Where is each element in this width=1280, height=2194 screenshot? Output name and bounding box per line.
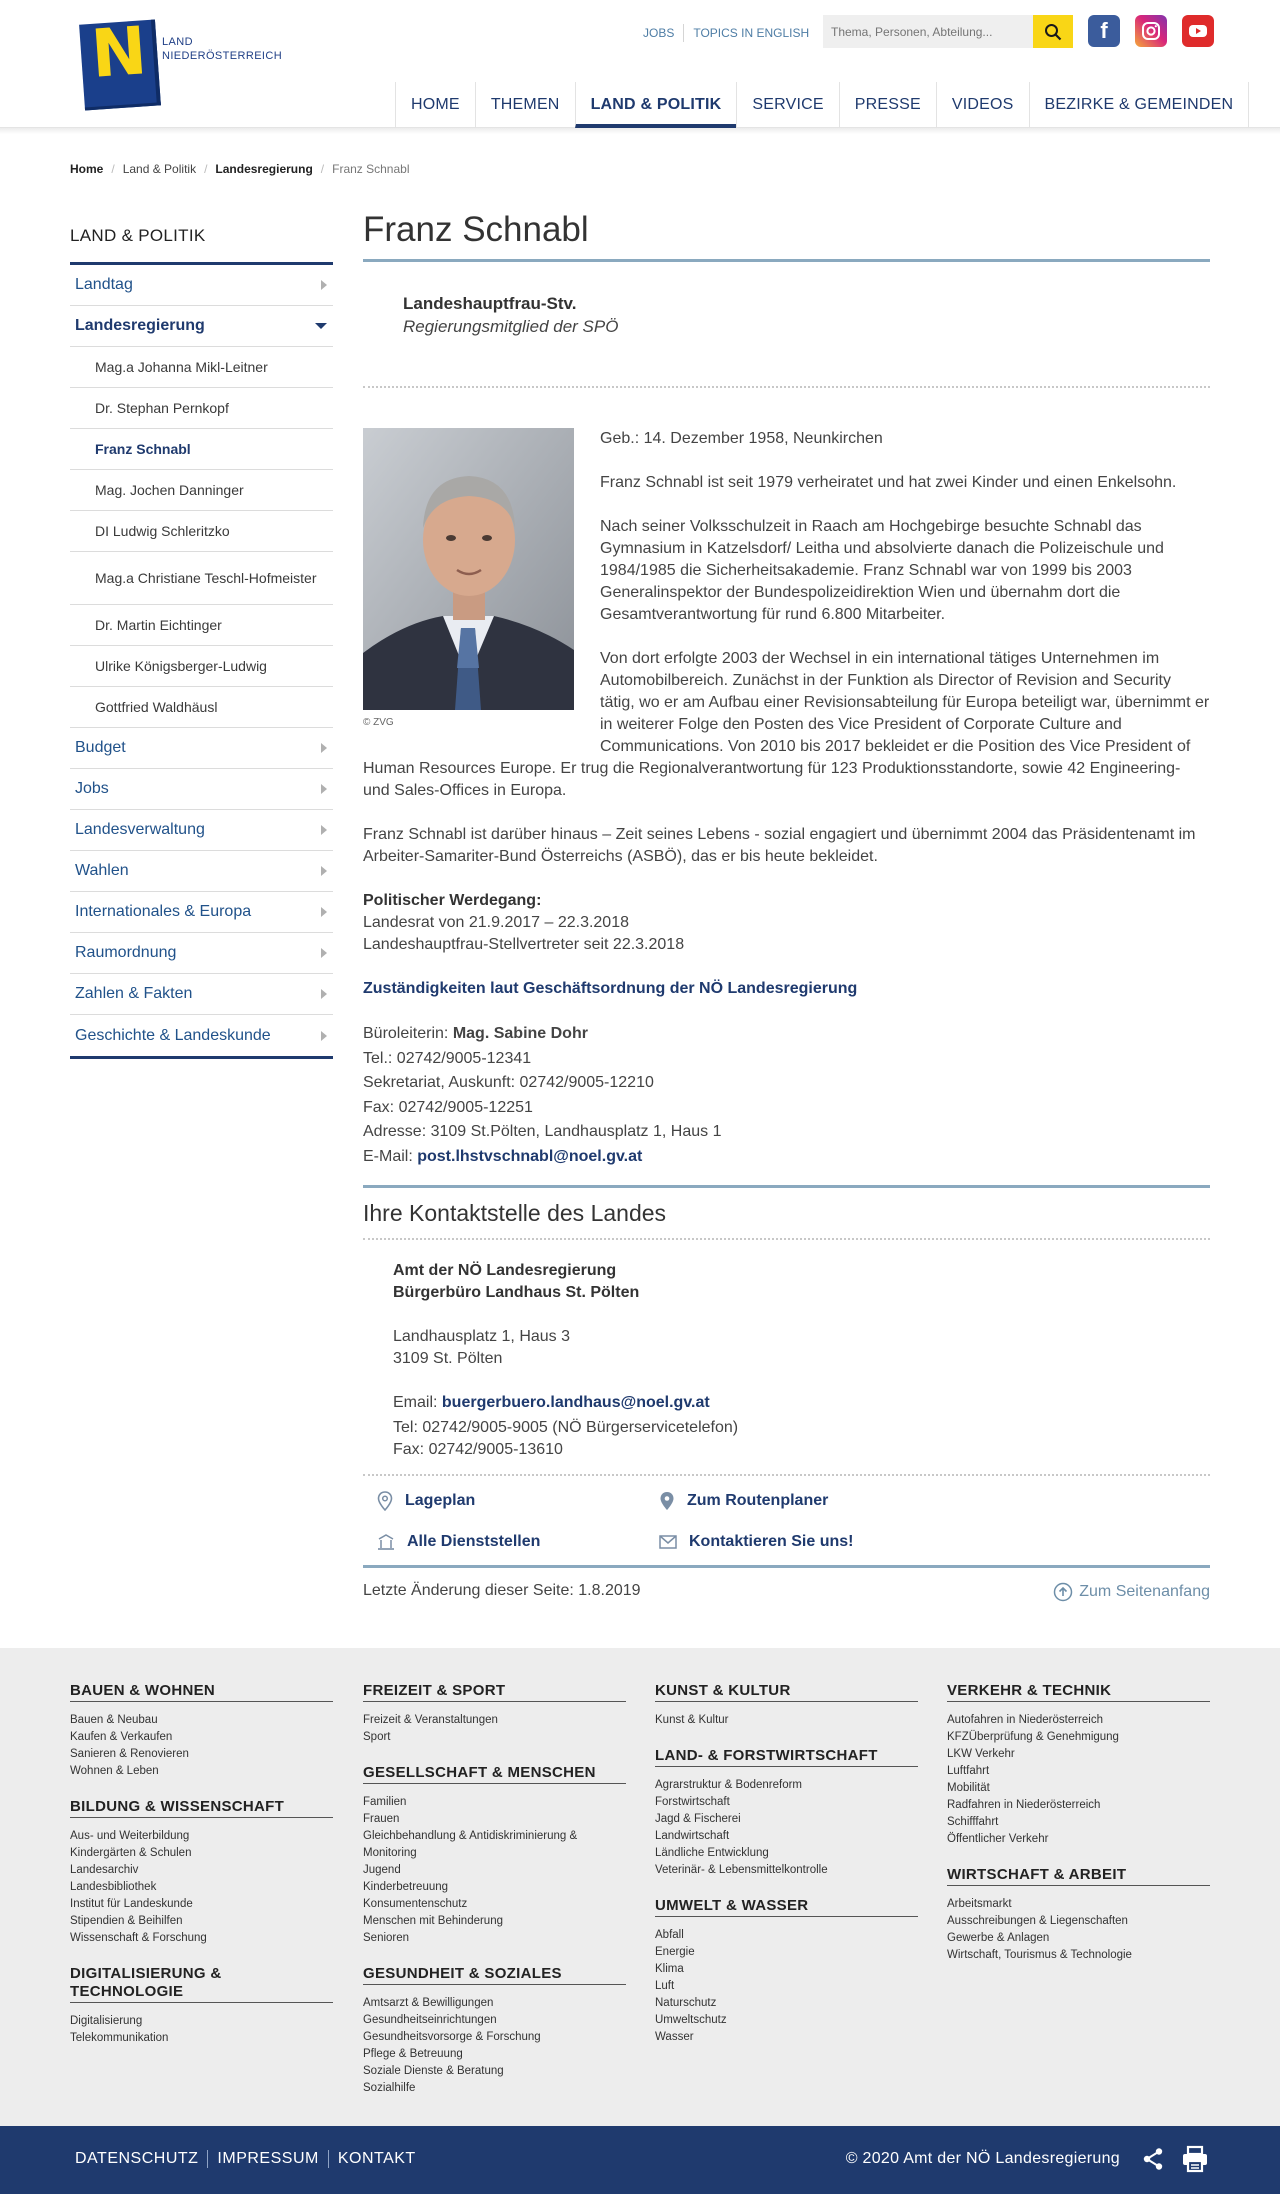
sidebar-item-wahlen[interactable] [70,851,333,892]
chevron-right-icon [321,1031,327,1041]
page-title: Franz Schnabl [363,210,1210,262]
copyright: © 2020 Amt der NÖ Landesregierung [845,2150,1120,2167]
top-links [634,24,818,42]
breadcrumb-separator: / [320,162,325,176]
sidebar-subitem[interactable]: Dr. Martin Eichtinger [70,605,333,646]
bottom-bar [0,2126,1280,2194]
party-role: Regierungsmitglied der SPÖ [403,317,619,336]
youtube-icon[interactable] [1182,15,1214,47]
footer-link[interactable]: LKW Verkehr [947,1748,1015,1760]
sidebar-item-landtag[interactable] [70,265,333,306]
footer-link[interactable]: Jagd & Fischerei [655,1813,741,1825]
location-pin-icon [377,1491,393,1511]
footer-group [363,1764,626,1947]
footer-link[interactable]: Kindergärten & Schulen [70,1847,192,1859]
footer-link[interactable]: Autofahren in Niederösterreich [947,1714,1103,1726]
nav-service[interactable]: SERVICE [736,82,838,128]
footer-column [363,1682,626,2115]
sidebar-item-label: Geschichte & Landeskunde [75,1026,271,1044]
sidebar-item-internationales[interactable] [70,892,333,933]
routenplaner-link[interactable] [659,1491,828,1511]
dienststellen-label: Alle Dienststellen [407,1533,541,1550]
footer-link[interactable]: Energie [655,1946,695,1958]
contact-point-heading: Ihre Kontaktstelle des Landes [363,1188,1210,1240]
portrait [363,428,574,734]
logo-wordmark [162,35,282,63]
sidebar-subitem[interactable]: Ulrike Königsberger-Ludwig [70,646,333,687]
footer-link[interactable]: Klima [655,1963,684,1975]
footer-link[interactable]: Wasser [655,2031,694,2043]
contact-point-details [363,1240,1210,1476]
footer-link[interactable]: Naturschutz [655,1997,717,2009]
footer-link[interactable]: Luftfahrt [947,1765,990,1777]
search-icon [1044,23,1062,41]
sidebar-item-jobs[interactable] [70,769,333,810]
office-head-label: Büroleiterin: [363,1025,453,1042]
sidebar-item-label: Raumordnung [75,944,177,961]
search-input[interactable] [823,15,1023,48]
site-footer [0,1648,1280,2126]
footer-link[interactable]: Konsumentenschutz [363,1898,468,1910]
last-change: Letzte Änderung dieser Seite: 1.8.2019 [363,1582,641,1599]
footer-heading: VERKEHR & TECHNIK [947,1682,1210,1702]
contact-email-label: Email: [393,1394,442,1411]
chevron-right-icon [321,907,327,917]
contact-email-link[interactable]: buergerbuero.landhaus@noel.gv.at [441,1394,710,1411]
sidebar-item-label: Landesregierung [75,317,205,334]
breadcrumb-current: Franz Schnabl [332,162,410,176]
map-marker-icon [659,1491,675,1511]
portrait-illustration [363,428,574,710]
portrait-photo [363,428,574,710]
footer-group [70,1798,333,1947]
footer-heading: GESELLSCHAFT & MENSCHEN [363,1764,626,1784]
career-heading: Politischer Werdegang: [363,892,542,909]
footer-heading: UMWELT & WASSER [655,1897,918,1917]
footer-column [70,1682,333,2065]
nav-bezirke-und-gemeinden[interactable]: BEZIRKE & GEMEINDEN [1029,82,1250,128]
footer-link[interactable]: Radfahren in Niederösterreich [947,1799,1101,1811]
footer-group [655,1682,918,1729]
footer-link[interactable]: Luft [655,1980,675,1992]
site-header [0,0,1280,128]
footer-link[interactable]: Umweltschutz [655,2014,727,2026]
logo-line-2: NIEDERÖSTERREICH [162,50,283,62]
office-head-name: Mag. Sabine Dohr [452,1025,588,1042]
contact-org-sub: Bürgerbüro Landhaus St. Pölten [393,1284,640,1301]
bio-birth: Geb.: 14. Dezember 1958, Neunkirchen [600,430,883,447]
bio-paragraph: Nach seiner Volksschulzeit in Raach am Hochgebirge besuchte Schnabl das Gymnasium in Katzelsdorf/ Leitha und absolvierte danach die Polizeischule und 1984/1985 die Sicherheitsakademie. Franz Schnabl war von 1999 bis 2003 Generalinspektor der Bundespolizeidirektion Wien und übernahm dort die Gesamtverantwortung für rund 6.800 Mitarbeiter. [600,518,1164,623]
sidebar-item-label: Budget [75,739,126,756]
sidebar-subitem[interactable]: Dr. Stephan Pernkopf [70,388,333,429]
role-title: Landeshauptfrau-Stv. [403,294,577,313]
nav-themen[interactable]: THEMEN [475,82,575,128]
sidebar-subitem[interactable]: DI Ludwig Schleritzko [70,511,333,552]
footer-link[interactable]: Frauen [363,1813,400,1825]
footer-link[interactable]: Aus- und Weiterbildung [70,1830,190,1842]
footer-link[interactable]: KFZÜberprüfung & Genehmigung [947,1731,1119,1743]
footer-link[interactable]: Telekommunikation [70,2032,169,2044]
footer-link[interactable]: Landwirtschaft [655,1830,730,1842]
impressum-link[interactable]: IMPRESSUM [217,2150,319,2167]
breadcrumb-home[interactable]: Home [70,162,104,176]
footer-heading: KUNST & KULTUR [655,1682,918,1702]
sidebar-subitem-current[interactable]: Franz Schnabl [70,429,333,470]
contact-point-links [363,1476,1210,1568]
sidebar-item-label: Zahlen & Fakten [75,985,193,1002]
kontakt-label: Kontaktieren Sie uns! [689,1533,854,1550]
chevron-down-icon [315,323,327,329]
footer-link[interactable]: Sport [363,1731,391,1743]
contact-fax: Fax: 02742/9005-13610 [393,1441,563,1458]
footer-link[interactable]: Institut für Landeskunde [70,1898,193,1910]
footer-heading: GESUNDHEIT & SOZIALES [363,1965,626,1985]
bio-paragraph: Von dort erfolgte 2003 der Wechsel in ein international tätiges Unternehmen im Automobilbereich. Zunächst in der Funktion als Director of Revision and Security tätig, wo er am Aufbau einer Revisionsabteilung für Europa beteiligt war, übernimmt er in weiterer Folge den Posten des Vice President of Corporate Culture and Communications. Von 2010 bis 2017 bekleidet er die Position des Vice President of Human Resources Europe. Er trug die Regionalverantwortung für 123 Produktionsstandorte, sowie 42 Engineering- und Sales-Offices in Europa. [363,650,1210,799]
share-icon[interactable] [1142,2147,1164,2171]
office-secretariat: Sekretariat, Auskunft: 02742/9005-12210 [363,1074,654,1091]
chevron-right-icon [321,825,327,835]
footer-link[interactable]: Sozialhilfe [363,2082,416,2094]
footer-link[interactable]: Wissenschaft & Forschung [70,1932,207,1944]
envelope-icon [659,1535,677,1549]
chevron-right-icon [321,866,327,876]
footer-link[interactable]: Öffentlicher Verkehr [947,1833,1049,1845]
footer-group [363,1682,626,1746]
back-to-top-link[interactable] [1053,1582,1210,1602]
sidebar-item-label: Landesverwaltung [75,821,205,838]
sidebar-item-landesregierung[interactable] [70,306,333,347]
footer-link[interactable]: Bauen & Neubau [70,1714,158,1726]
chevron-right-icon [321,784,327,794]
sidebar-item-label: Wahlen [75,862,129,879]
footer-link[interactable]: Ausschreibungen & Liegenschaften [947,1915,1128,1927]
sidebar-item-label: Internationales & Europa [75,903,252,920]
sidebar-item-geschichte[interactable] [70,1015,333,1056]
footer-group [655,1747,918,1879]
arrow-up-circle-icon [1053,1582,1073,1602]
search-box [823,15,1033,48]
page-footer-row [363,1568,1210,1606]
footer-link[interactable]: Veterinär- & Lebensmittelkontrolle [655,1864,828,1876]
logo-letter: N [88,12,150,93]
footer-link[interactable]: Gleichbehandlung & Antidiskriminierung & Monitoring [363,1830,578,1859]
footer-link[interactable]: Landesbibliothek [70,1881,157,1893]
footer-heading: DIGITALISIERUNG & TECHNOLOGIE [70,1965,333,2003]
footer-link[interactable]: Kunst & Kultur [655,1714,729,1726]
footer-link[interactable]: Wirtschaft, Tourismus & Technologie [947,1949,1132,1961]
footer-heading: FREIZEIT & SPORT [363,1682,626,1702]
footer-link[interactable]: Mobilität [947,1782,990,1794]
footer-link[interactable]: Amtsarzt & Bewilligungen [363,1997,494,2009]
footer-group [70,1965,333,2047]
dienststellen-link[interactable] [377,1533,540,1551]
legal-links [75,2150,425,2168]
chevron-right-icon [321,743,327,753]
career-item: Landesrat von 21.9.2017 – 22.3.2018 [363,914,629,931]
footer-link[interactable]: Gesundheitseinrichtungen [363,2014,497,2026]
footer-link[interactable]: Kaufen & Verkaufen [70,1731,173,1743]
career-item: Landeshauptfrau-Stellvertreter seit 22.3.2018 [363,936,685,953]
footer-column [655,1682,918,2064]
footer-link[interactable]: Ländliche Entwicklung [655,1847,769,1859]
building-icon [377,1533,395,1551]
print-icon[interactable] [1181,2145,1209,2173]
datenschutz-link[interactable]: DATENSCHUTZ [75,2150,199,2167]
footer-link[interactable]: Schifffahrt [947,1816,999,1828]
sidebar-subitem[interactable]: Mag.a Johanna Mikl-Leitner [70,347,333,388]
office-fax: Fax: 02742/9005-12251 [363,1098,533,1116]
instagram-glyph [1141,21,1161,41]
biography [363,428,1210,1000]
sidebar-bottom-rule [70,1056,333,1059]
footer-link[interactable]: Stipendien & Beihilfen [70,1915,183,1927]
chevron-right-icon [321,280,327,290]
footer-link[interactable]: Wohnen & Leben [70,1765,159,1777]
footer-link[interactable]: Pflege & Betreuung [363,2048,463,2060]
footer-link[interactable]: Kinderbetreuung [363,1881,449,1893]
nav-land-und-politik[interactable]: LAND & POLITIK [575,82,737,128]
footer-heading: WIRTSCHAFT & ARBEIT [947,1866,1210,1886]
sidebar-item-zahlen-fakten[interactable] [70,974,333,1015]
header-shadow [0,128,1280,134]
kontakt-footer-link[interactable]: KONTAKT [337,2150,416,2167]
footer-heading: BILDUNG & WISSENSCHAFT [70,1798,333,1818]
footer-group [655,1897,918,2046]
office-email-link[interactable]: post.lhstvschnabl@noel.gv.at [417,1147,643,1165]
sidebar-item-budget[interactable] [70,728,333,769]
main-navigation [395,82,1249,128]
breadcrumb-landesregierung[interactable]: Landesregierung [215,162,313,176]
footer-link[interactable]: Senioren [363,1932,410,1944]
bio-paragraph: Franz Schnabl ist seit 1979 verheiratet und hat zwei Kinder und einen Enkelsohn. [600,474,1177,491]
footer-link[interactable]: Forstwirtschaft [655,1796,730,1808]
footer-link[interactable]: Arbeitsmarkt [947,1898,1012,1910]
sidebar-item-landesverwaltung[interactable] [70,810,333,851]
office-contact [363,1022,1210,1169]
footer-group [947,1682,1210,1848]
photo-credit: © ZVG [363,717,394,728]
contact-city: 3109 St. Pölten [393,1350,503,1367]
office-address: Adresse: 3109 St.Pölten, Landhausplatz 1, Haus 1 [363,1123,722,1140]
contact-street: Landhausplatz 1, Haus 3 [393,1328,571,1345]
footer-group [947,1866,1210,1964]
topics-in-english-link[interactable]: TOPICS IN ENGLISH [693,26,810,40]
sidebar-title: LAND & POLITIK [70,226,206,245]
chevron-right-icon [321,948,327,958]
footer-link[interactable]: Gesundheitsvorsorge & Forschung [363,2031,541,2043]
footer-link[interactable]: Landesarchiv [70,1864,139,1876]
back-to-top-label: Zum Seitenanfang [1079,1583,1210,1600]
legal-links-divider [207,2150,208,2168]
logo-line-1: LAND [162,36,193,48]
footer-link[interactable]: Digitalisierung [70,2015,143,2027]
breadcrumb-separator: / [111,162,115,176]
sidebar-navigation [70,226,333,1059]
facebook-icon[interactable]: f [1088,15,1120,47]
footer-link[interactable]: Familien [363,1796,407,1808]
footer-link[interactable]: Abfall [655,1929,684,1941]
office-phone: Tel.: 02742/9005-12341 [363,1049,532,1067]
lageplan-label: Lageplan [405,1492,476,1509]
role-box [363,262,1210,388]
routenplaner-label: Zum Routenplaner [687,1492,829,1509]
footer-column [947,1682,1210,1982]
main-content [363,210,1210,1606]
footer-link[interactable]: Jugend [363,1864,401,1876]
site-logo[interactable] [82,12,283,112]
footer-group [70,1682,333,1780]
kontakt-link[interactable] [659,1533,853,1551]
footer-link[interactable]: Sanieren & Renovieren [70,1748,189,1760]
contact-tel: Tel: 02742/9005-9005 (NÖ Bürgerservicetelefon) [393,1419,739,1436]
lageplan-link[interactable] [377,1491,475,1511]
footer-link[interactable]: Freizeit & Veranstaltungen [363,1714,498,1726]
office-email-label: E-Mail: [363,1147,418,1165]
legal-links-divider [328,2150,329,2168]
contact-org: Amt der NÖ Landesregierung [393,1262,617,1279]
footer-heading: BAUEN & WOHNEN [70,1682,333,1702]
sidebar-subitem[interactable]: Mag.a Christiane Teschl-Hofmeister [70,552,333,605]
footer-link[interactable]: Agrarstruktur & Bodenreform [655,1779,803,1791]
sidebar-subitem[interactable]: Mag. Jochen Danninger [70,470,333,511]
sidebar-subitem[interactable]: Gottfried Waldhäusl [70,687,333,728]
footer-heading: LAND- & FORSTWIRTSCHAFT [655,1747,918,1767]
nav-home[interactable]: HOME [395,82,475,128]
nav-presse[interactable]: PRESSE [839,82,936,128]
instagram-icon[interactable] [1135,15,1167,47]
nav-videos[interactable]: VIDEOS [936,82,1029,128]
sidebar-item-label: Jobs [75,780,109,797]
breadcrumb-land-und-politik[interactable]: Land & Politik [122,162,197,176]
jobs-link[interactable]: JOBS [643,26,675,40]
sidebar-item-raumordnung[interactable] [70,933,333,974]
career-section [363,890,1210,956]
contact-point-section [363,1185,1210,1568]
footer-group [363,1965,626,2097]
competence-link[interactable]: Zuständigkeiten laut Geschäftsordnung der NÖ Landesregierung [363,980,858,997]
breadcrumb [70,162,418,176]
search-button[interactable] [1033,15,1073,48]
bio-paragraph: Franz Schnabl ist darüber hinaus – Zeit seines Lebens - sozial engagiert und übernimmt 2004 das Präsidentenamt im Arbeiter-Samariter-Bund Österreichs (ASBÖ), das er bis heute bekleidet. [363,826,1196,865]
footer-link[interactable]: Soziale Dienste & Beratung [363,2065,504,2077]
sidebar-item-label: Landtag [75,276,133,293]
youtube-glyph [1188,23,1208,39]
chevron-right-icon [321,989,327,999]
footer-link[interactable]: Menschen mit Behinderung [363,1915,503,1927]
breadcrumb-separator: / [204,162,208,176]
footer-link[interactable]: Gewerbe & Anlagen [947,1932,1050,1944]
